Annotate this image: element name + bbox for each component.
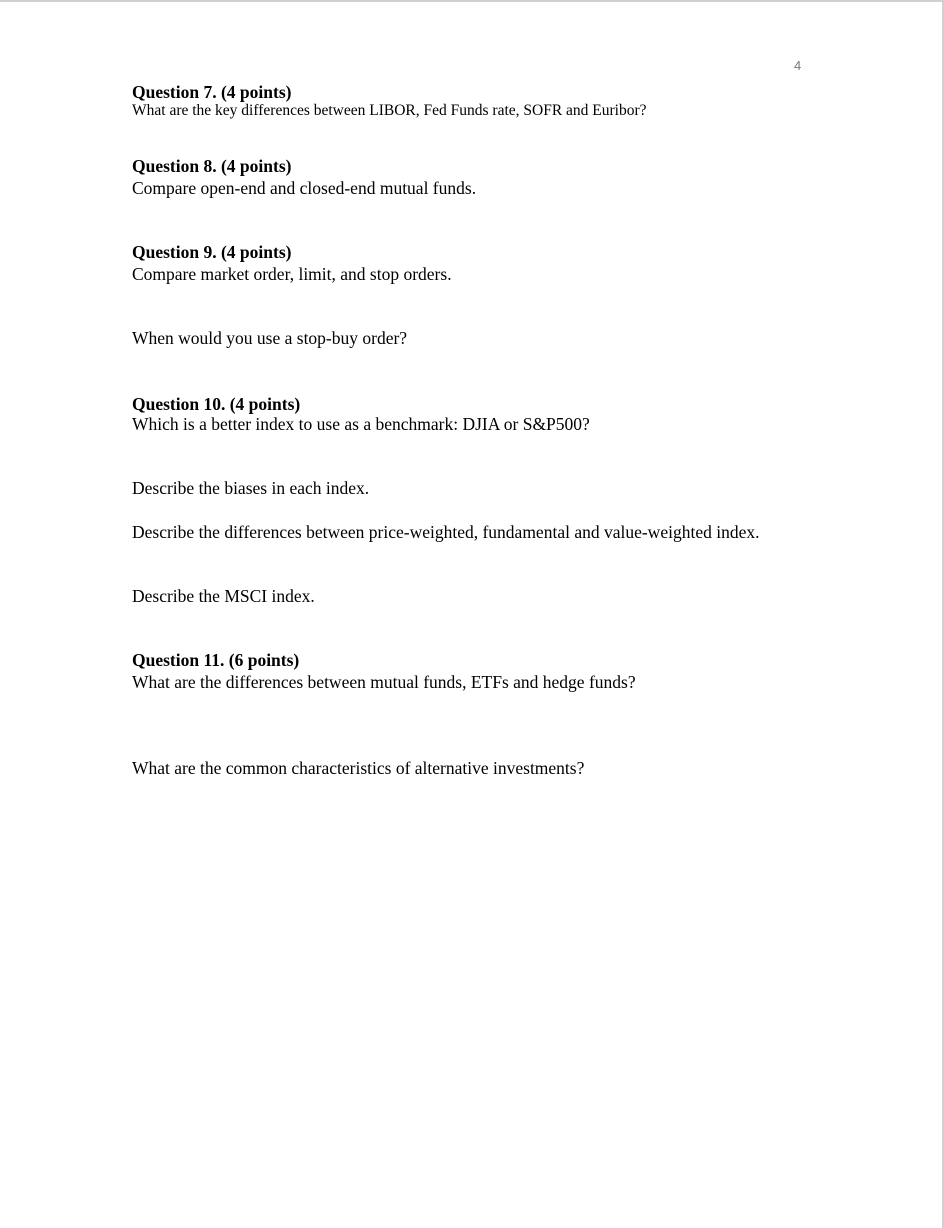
- question-9-heading: Question 9. (4 points): [132, 242, 292, 262]
- question-7-prompt: What are the key differences between LIBOR, Fed Funds rate, SOFR and Euribor?: [132, 102, 647, 119]
- question-7-heading: Question 7. (4 points): [132, 82, 292, 102]
- question-9-prompt-2: When would you use a stop-buy order?: [132, 328, 408, 348]
- question-10-heading: Question 10. (4 points): [132, 394, 301, 414]
- page-number: 4: [794, 58, 802, 73]
- question-9-prompt-1: Compare market order, limit, and stop orders.: [132, 264, 452, 284]
- question-10-prompt-3: Describe the differences between price-weighted, fundamental and value-weighted index.: [132, 522, 760, 542]
- question-11-prompt-2: What are the common characteristics of alternative investments?: [132, 758, 585, 778]
- question-10-prompt-1: Which is a better index to use as a benchmark: DJIA or S&P500?: [132, 414, 590, 434]
- question-10-prompt-2: Describe the biases in each index.: [132, 478, 370, 498]
- question-11-prompt-1: What are the differences between mutual funds, ETFs and hedge funds?: [132, 672, 636, 692]
- question-8-heading: Question 8. (4 points): [132, 156, 292, 176]
- question-11-heading: Question 11. (6 points): [132, 650, 300, 670]
- question-8-prompt: Compare open-end and closed-end mutual funds.: [132, 178, 477, 198]
- question-10-prompt-4: Describe the MSCI index.: [132, 586, 315, 606]
